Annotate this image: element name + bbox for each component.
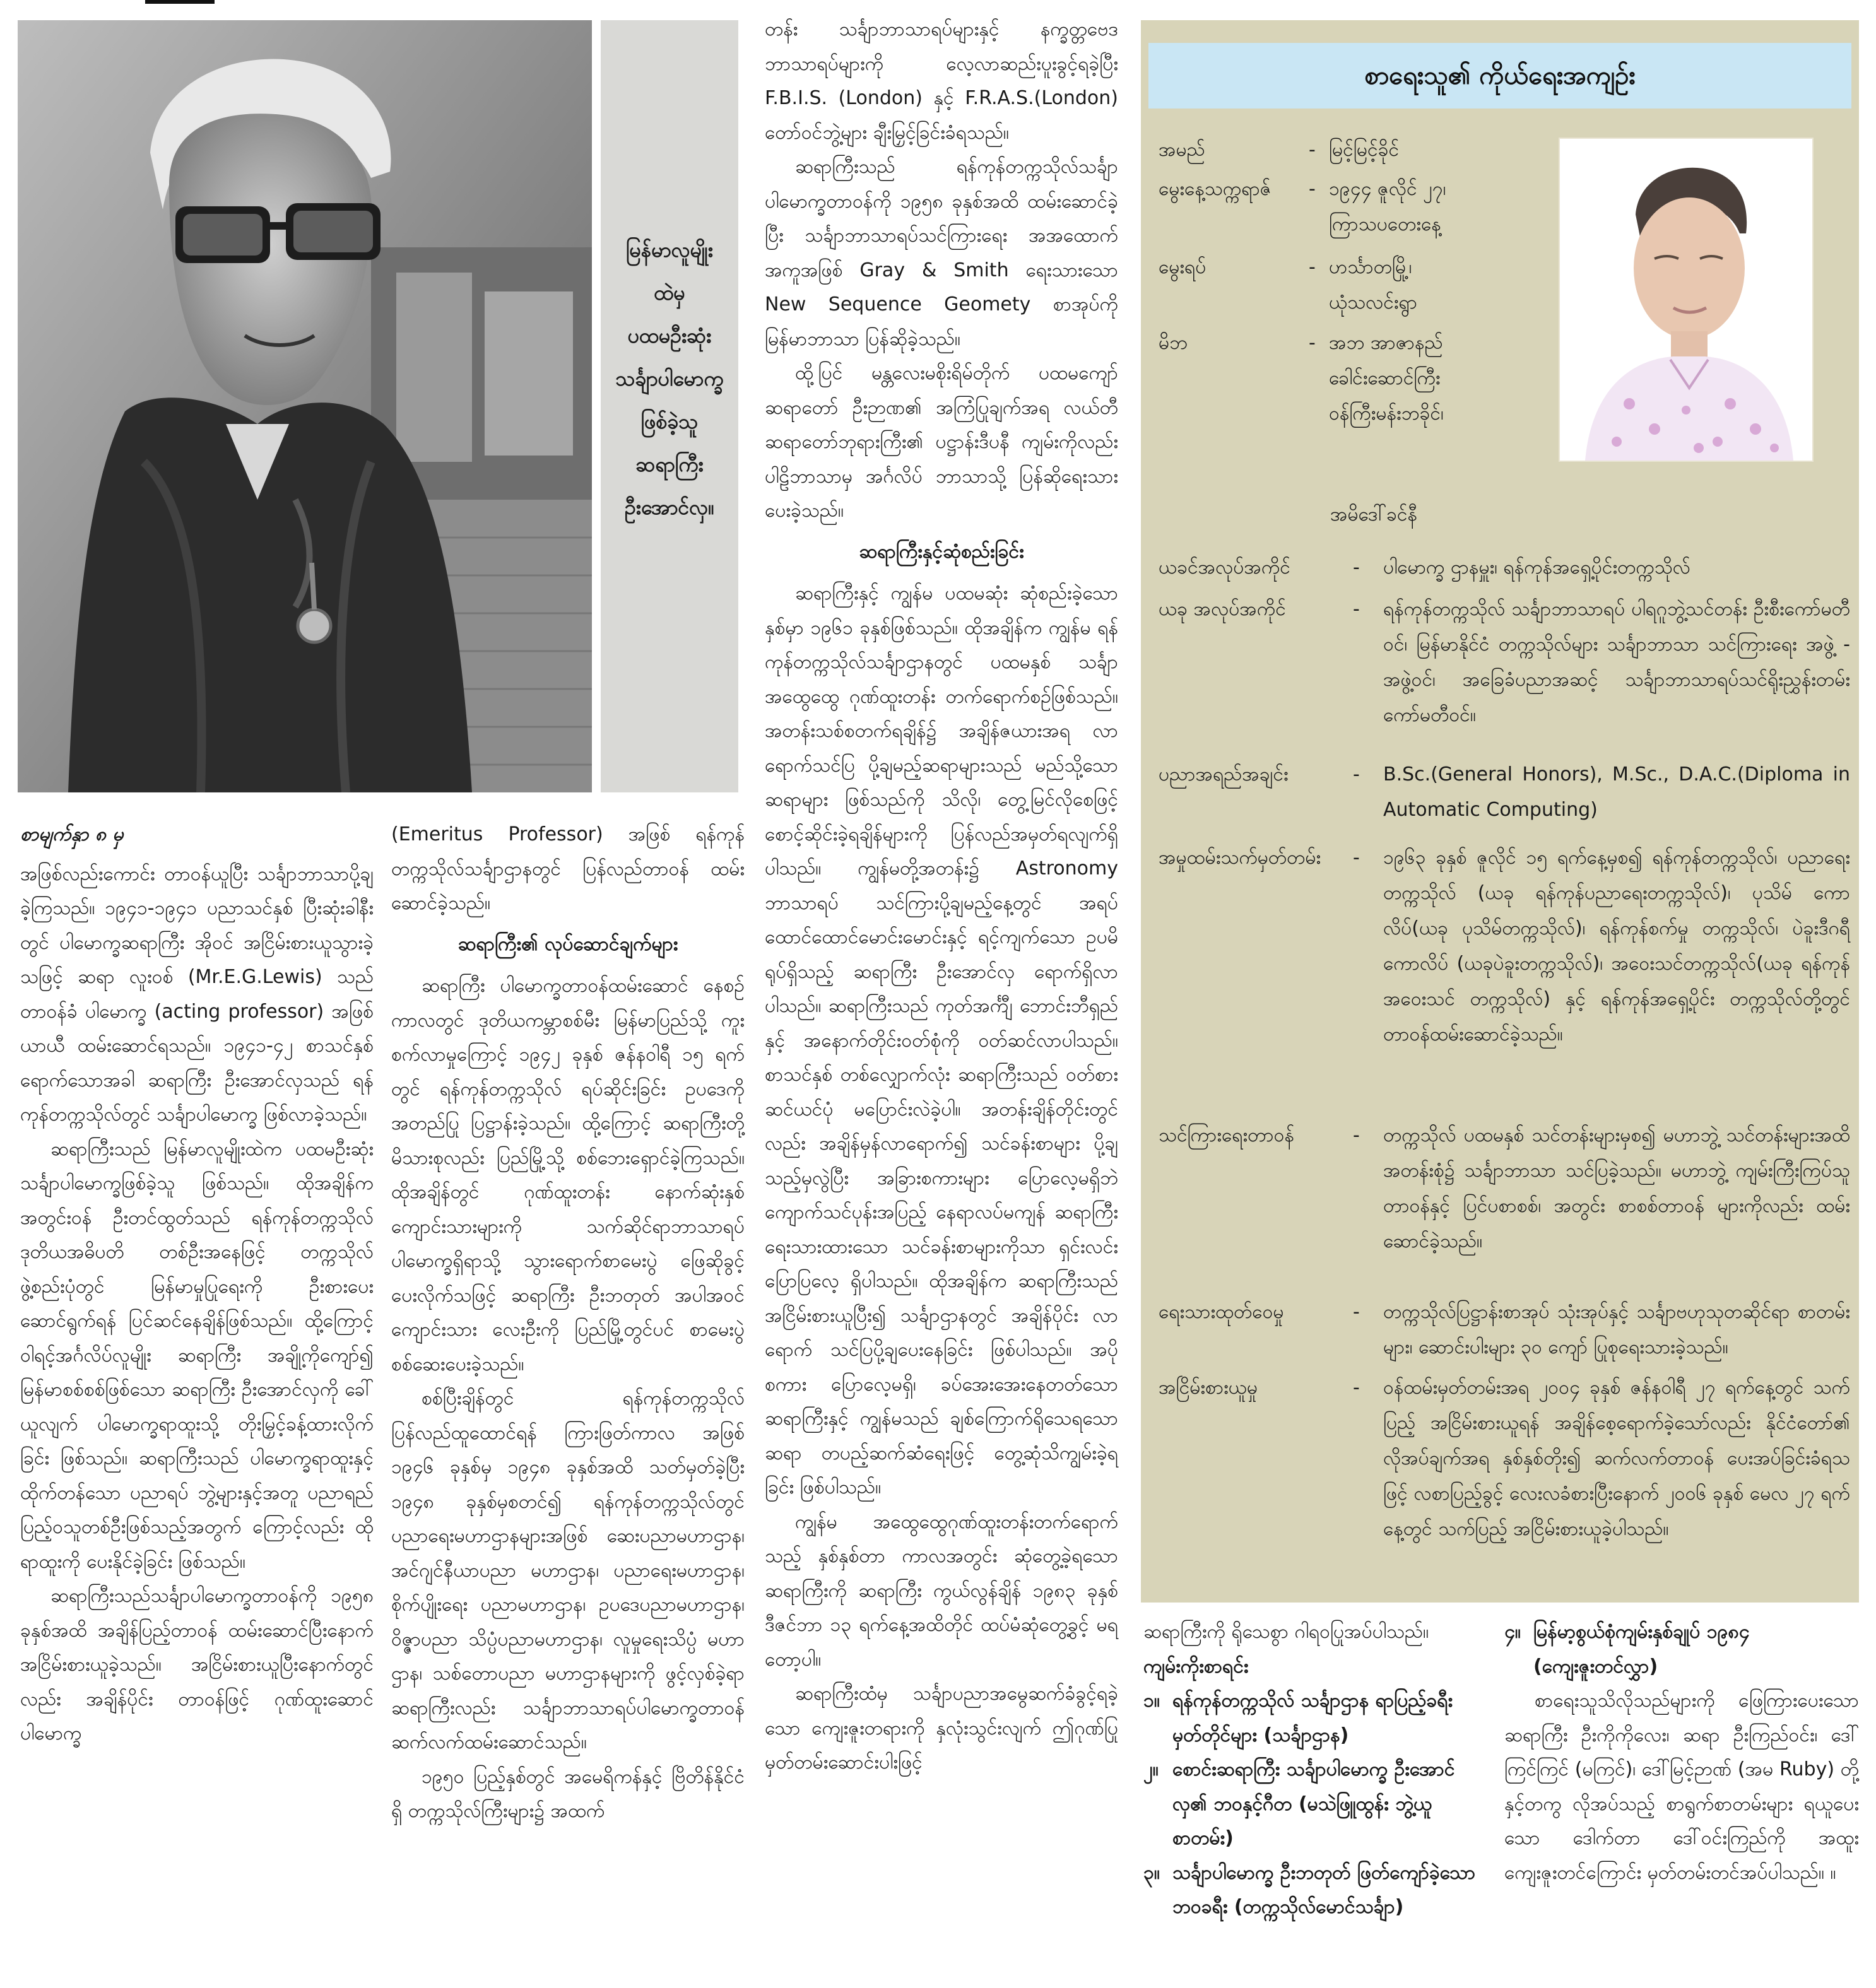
section-heading: ဆရာကြီးနှင့်ဆုံစည်းခြင်း — [859, 540, 1024, 563]
reference-text: မြန်မာ့စွယ်စုံကျမ်းနှစ်ချုပ် ၁၉၈၄ — [1533, 1621, 1750, 1643]
article-paragraph: ဆရာကြီးသည် မြန်မာလူမျိုးထဲက ပထမဦးဆုံး သင်္ချာပါမောက္ခဖြစ်ခဲ့သူ ဖြစ်သည်။ ထိုအချိန်က အတွင်းဝန် ဦးတင်ထွတ်သည် ရန်ကုန်တက္ကသိုလ် ဒုတိယအဓိပတိ တစ်ဦးအနေဖြင့် တက္ကသိုလ် ဖွဲ့စည်းပုံတွင် မြန်မာမှုပြုရေးကို ဦးစားပေး ဆောင်ရွက်ရန် ပြင်ဆင်နေချိန်ဖြစ်သည်။ ထို့ကြောင့် ဝါရင့်အင်္ဂလိပ်လူမျိုး ဆရာကြီး အချို့ကိုကျော်၍ မြန်မာစစ်စစ်ဖြစ်သော ဆရာကြီး ဦးအောင်လှကို ခေါ်ယူလျက် ပါမောက္ခရာထူးသို့ တိုးမြှင့်ခန့်ထားလိုက်ခြင်း ဖြစ်သည်။ ဆရာကြီးသည် ပါမောက္ခရာထူးနှင့် ထိုက်တန်သော ပညာရပ် ဘွဲ့များနှင့်အတူ ပညာရည်ပြည့်ဝသူတစ်ဦးဖြစ်သည့်အတွက် ကြောင့်လည်း ထိုရာထူးကို ပေးနိုင်ခဲ့ခြင်း ဖြစ်သည်။ — [20, 1138, 374, 1573]
bio-label: ယခင်အလုပ်အကိုင် — [1159, 556, 1290, 579]
references-column — [1143, 1615, 1484, 1925]
bio-birthplace-row — [1159, 250, 1537, 321]
portrait-caption-box — [601, 20, 738, 792]
reference-item — [1143, 1684, 1484, 1753]
article-paragraph: ကျွန်မ အထွေထွေဂုဏ်ထူးတန်းတက်ရောက်သည့် နှစ်နှစ်တာ ကာလအတွင်း ဆုံတွေ့ခဲ့ရသော ဆရာကြီးကို ဆရာကြီး ကွယ်လွန်ချိန် ၁၉၈၃ ခုနှစ် ဒီဇင်ဘာ ၁၃ ရက်နေ့အထိတိုင် ထပ်မံဆုံတွေ့ခွင့် မရတော့ပါ။ — [765, 1510, 1118, 1671]
bio-value: ဟင်္သာတမြို့၊ — [1329, 256, 1412, 278]
reference-number: ၃။ — [1143, 1861, 1160, 1884]
bio-label: မွေးနေ့သက္ကရာဇ် — [1159, 178, 1271, 200]
author-photo-drawing — [1560, 139, 1812, 461]
reference-number: ၁။ — [1143, 1690, 1160, 1712]
bio-label: အငြိမ်းစားယူမှု — [1159, 1377, 1258, 1399]
bio-dash: - — [1353, 556, 1360, 579]
bio-label: ယခု အလုပ်အကိုင် — [1159, 598, 1286, 620]
bio-value: ယုံသလင်းရွာ — [1329, 291, 1418, 314]
bio-section-retirement — [1159, 1370, 1853, 1591]
portrait-photo-drawing — [18, 20, 592, 792]
author-bio-box — [1141, 20, 1859, 1603]
bio-section-current-job — [1159, 592, 1853, 756]
acknowledgements-text: စာရေးသူသိလိုသည်များကို ဖြေကြားပေးသော ဆရာကြီး ဦးကိုကိုလေး၊ ဆရာ ဦးကြည်ဝင်း၊ ဒေါ်ကြင်ကြင် (မကြင်)၊ ဒေါ်မြင့်ဉာဏ် (အမ Ruby) တို့နှင့်တကွ လိုအပ်သည့် စာရွက်စာတမ်းများ ရယူပေးသော ဒေါက်တာ ဒေါ်ဝင်းကြည်ကို အထူး ကျေးဇူးတင်ကြောင်း မှတ်တမ်းတင်အပ်ပါသည်။ ။ — [1504, 1690, 1859, 1884]
bio-label: ပညာအရည်အချင်း — [1159, 763, 1289, 785]
bio-parents-row — [1159, 326, 1537, 432]
bio-value: ရန်ကုန်တက္ကသိုလ် သင်္ချာဘာသာရပ် ပါရဂူဘွဲ့သင်တန်း ဦးစီးကော်မတီဝင်၊ မြန်မာနိုင်ငံ တက္ကသိုလ်များ သင်္ချာဘာသာ သင်ကြားရေး အဖွဲ့ - အဖွဲ့ဝင်၊ အခြေခံပညာအဆင့် သင်္ချာဘာသာရပ်သင်ရိုးညွှန်းတမ်း ကော်မတီဝင်။ — [1383, 598, 1850, 726]
bio-dash: - — [1353, 847, 1360, 869]
bio-value: ခေါင်းဆောင်ကြီး — [1329, 367, 1441, 389]
bio-label: အမည် — [1159, 139, 1205, 161]
bio-label: သင်ကြားရေးတာဝန် — [1159, 1124, 1295, 1146]
bio-value: B.Sc.(General Honors), M.Sc., D.A.C.(Diploma in Automatic Computing) — [1383, 763, 1850, 821]
reference-number: ၄။ — [1504, 1621, 1521, 1643]
reference-item — [1143, 1856, 1484, 1925]
portrait-caption — [601, 228, 738, 529]
reference-text: ရန်ကုန်တက္ကသိုလ် သင်္ချာဌာန ရာပြည့်ခရီး မှတ်တိုင်များ (သင်္ချာဌာန) — [1172, 1690, 1453, 1746]
bio-mother: အမိဒေါ်ခင်နီ — [1330, 503, 1418, 526]
bio-value: ၁၉၆၃ ခုနှစ် ဇူလိုင် ၁၅ ရက်နေ့မှစ၍ ရန်ကုန်တက္ကသိုလ်၊ ပညာရေးတက္ကသိုလ် (ယခု ရန်ကုန်ပညာရေးတက္ကသိုလ်)၊ ပုသိမ် ကောလိပ်(ယခု ပုသိမ်တက္ကသိုလ်)၊ ရန်ကုန်စက်မှု တက္ကသိုလ်၊ ပဲခူးဒီဂရီကောလိပ် (ယခုပဲခူးတက္ကသိုလ်)၊ အဝေးသင်တက္ကသိုလ်(ယခု ရန်ကုန်အဝေးသင် တက္ကသိုလ်) နှင့် ရန်ကုန်အရှေ့ပိုင်း တက္ကသိုလ်တို့တွင် တာဝန်ထမ်းဆောင်ခဲ့သည်။ — [1383, 847, 1850, 1045]
references-heading: ကျမ်းကိုးစာရင်း — [1143, 1655, 1249, 1678]
article-paragraph: ဆရာကြီးကို ရိုသေစွာ ဂါရဝပြုအပ်ပါသည်။ — [1143, 1621, 1429, 1643]
bio-value: ပါမောက္ခ ဌာနမှူး၊ ရန်ကုန်အရှေ့ပိုင်းတက္ကသိုလ် — [1383, 556, 1690, 579]
article-paragraph: ဆရာကြီးသည်သင်္ချာပါမောက္ခတာဝန်ကို ၁၉၅၈ ခုနှစ်အထိ အချိန်ပြည့်တာဝန် ထမ်းဆောင်ပြီးနောက် အငြိမ်းစားယူခဲ့သည်။ အငြိမ်းစားယူပြီးနောက်တွင်လည်း အချိန်ပိုင်း တာဝန်ဖြင့် ဂုဏ်ထူးဆောင် ပါမောက္ခ — [20, 1585, 374, 1744]
reference-number: ၂။ — [1143, 1758, 1159, 1780]
author-bio-title: စာရေးသူ၏ ကိုယ်ရေးအကျဉ်း — [1148, 43, 1851, 109]
continued-from-label: စာမျက်နှာ ၈ မှ — [20, 823, 124, 845]
article-paragraph: အဖြစ်လည်းကောင်း တာဝန်ယူပြီး သင်္ချာဘာသာပို့ချခဲ့ကြသည်။ ၁၉၄၁-၁၉၄၁ ပညာသင်နှစ် ပြီးဆုံးခါနီးတွင် ပါမောက္ခဆရာကြီး အိုဝင် အငြိမ်းစားယူသွားခဲ့သဖြင့် ဆရာ လူးဝစ် (Mr.E.G.Lewis) သည် တာဝန်ခံ ပါမောက္ခ (acting professor) အဖြစ် ယာယီ ထမ်းဆောင်ရသည်။ ၁၉၄၁-၄၂ စာသင်နှစ် ရောက်သောအခါ ဆရာကြီး ဦးအောင်လှသည် ရန်ကုန်တက္ကသိုလ်တွင် သင်္ချာပါမောက္ခ ဖြစ်လာခဲ့သည်။ — [20, 862, 374, 1126]
article-paragraph: (Emeritus Professor) အဖြစ် ရန်ကုန်တက္ကသိုလ်သင်္ချာဌာနတွင် ပြန်လည်တာဝန် ထမ်းဆောင်ခဲ့သည်။ — [391, 823, 745, 914]
bio-value: အဘ အာဇာနည် — [1329, 332, 1443, 354]
article-paragraph: ဆရာကြီးထံမှ သင်္ချာပညာအမွေဆက်ခံခွင့်ရခဲ့သော ကျေးဇူးတရားကို နှလုံးသွင်းလျက် ဤဂုဏ်ပြုမှတ်တမ်းဆောင်းပါးဖြင့် — [765, 1683, 1118, 1773]
caption-line: သင်္ချာပါမောက္ခ — [615, 367, 724, 391]
bio-dash: - — [1353, 1124, 1360, 1146]
caption-line: ဆရာကြီး — [635, 452, 704, 476]
bio-name-row — [1159, 132, 1537, 168]
bio-section-service-record — [1159, 840, 1853, 1118]
bio-label: မွေးရပ် — [1159, 256, 1206, 278]
bio-label: အမှုထမ်းသက်မှတ်တမ်း — [1159, 847, 1321, 869]
caption-line: မြန်မာလူမျိုး — [626, 238, 713, 262]
article-column-3 — [765, 13, 1118, 1780]
bio-dash: - — [1353, 1377, 1360, 1399]
bio-value: ၁၉၄၄ ဇူလိုင် ၂၇၊ — [1329, 178, 1446, 200]
bio-value: မြင့်မြင့်ခိုင် — [1329, 139, 1400, 161]
bio-dash: - — [1309, 332, 1316, 354]
bio-value: ကြာသပတေးနေ့ — [1329, 213, 1441, 235]
reference-item — [1504, 1615, 1859, 1650]
caption-line: ဦးအောင်လှ။ — [625, 495, 714, 519]
bio-dash: - — [1353, 1301, 1360, 1323]
caption-line: ဖြစ်ခဲ့သူ — [640, 409, 699, 433]
portrait-photo-u-aung-hla — [18, 20, 592, 792]
caption-line: ပထမဦးဆုံး — [627, 324, 712, 348]
bio-dash: - — [1353, 763, 1360, 785]
acknowledgements-heading: (ကျေးဇူးတင်လွှာ) — [1533, 1655, 1658, 1678]
bio-dash: - — [1309, 256, 1316, 278]
bio-dash: - — [1309, 178, 1316, 200]
acknowledgements-column — [1504, 1615, 1859, 1890]
bio-value: တက္ကသိုလ်ပြဋ္ဌာန်းစာအုပ် သုံးအုပ်နှင့် သင်္ချာဗဟုသုတဆိုင်ရာ စာတမ်းများ၊ ဆောင်းပါးများ ၃၀ ကျော် ပြုစုရေးသားခဲ့သည်။ — [1383, 1301, 1850, 1358]
article-column-1 — [20, 818, 374, 1751]
reference-text: သင်္ချာပါမောက္ခ ဦးဘတုတ် ဖြတ်ကျော်ခဲ့သောဘဝခရီး (တက္ကသိုလ်မောင်သင်္ချာ) — [1172, 1861, 1476, 1918]
article-paragraph: ဆရာကြီးသည် ရန်ကုန်တက္ကသိုလ်သင်္ချာ ပါမောက္ခတာဝန်ကို ၁၉၅၈ ခုနှစ်အထိ ထမ်းဆောင်ခဲ့ပြီး သင်္ချာဘာသာရပ်သင်ကြားရေး အအထောက်အကူအဖြစ် Gray & Smith ရေးသားသော New Sequence Geomety စာအုပ်ကို မြန်မာဘာသာ ပြန်ဆိုခဲ့သည်။ — [765, 156, 1118, 350]
bio-label: မိဘ — [1159, 332, 1188, 354]
article-paragraph: ၁၉၅၀ ပြည့်နှစ်တွင် အမေရိကန်နှင့် ဗြိတိန်နိုင်ငံရှိ တက္ကသိုလ်ကြီးများ၌ အထက် — [391, 1765, 745, 1822]
bio-value: ဝန်ထမ်းမှတ်တမ်းအရ ၂၀၀၄ ခုနှစ် ဇန်နဝါရီ ၂၇ ရက်နေ့တွင် သက်ပြည့် အငြိမ်းစားယူရန် အချိန်စေ့ရောက်ခဲ့သော်လည်း နိုင်ငံတော်၏ လိုအပ်ချက်အရ နှစ်နှစ်တိုး၍ ဆက်လက်တာဝန် ပေးအပ်ခြင်းခံရသဖြင့် လစာပြည့်ခွင့် လေးလခံစားပြီးနောက် ၂၀၀၆ ခုနှစ် မေလ ၂၇ ရက်နေ့တွင် သက်ပြည့် အငြိမ်းစားယူခဲ့ပါသည်။ — [1383, 1377, 1850, 1540]
reference-item — [1143, 1753, 1484, 1856]
bio-label: ရေးသားထုတ်ဝေမှု — [1159, 1301, 1284, 1323]
bio-section-publications — [1159, 1295, 1853, 1370]
bio-dash: - — [1309, 139, 1316, 161]
article-paragraph: စစ်ပြီးချိန်တွင် ရန်ကုန်တက္ကသိုလ် ပြန်လည်ထူထောင်ရန် ကြားဖြတ်ကာလ အဖြစ် ၁၉၄၆ ခုနှစ်မှ ၁၉၄၈ ခုနှစ်အထိ သတ်မှတ်ခဲ့ပြီး ၁၉၄၈ ခုနှစ်မှစတင်၍ ရန်ကုန်တက္ကသိုလ်တွင် ပညာရေးမဟာဌာနများအဖြစ် ဆေးပညာမဟာဌာန၊ အင်ဂျင်နီယာပညာ မဟာဌာန၊ ပညာရေးမဟာဌာန၊ စိုက်ပျိုးရေး ပညာမဟာဌာန၊ ဥပဒေပညာမဟာဌာန၊ ဝိဇ္ဇာပညာ သိပ္ပံပညာမဟာဌာန၊ လူမှုရေးသိပ္ပံ မဟာဌာန၊ သစ်တောပညာ မဟာဌာနများကို ဖွင့်လှစ်ခဲ့ရာ ဆရာကြီးလည်း သင်္ချာဘာသာရပ်ပါမောက္ခတာဝန် ဆက်လက်ထမ်းဆောင်သည်။ — [391, 1387, 745, 1753]
caption-line: ထဲမှ — [654, 281, 685, 305]
bio-value: ဝန်ကြီးမန်းဘခိုင်၊ — [1329, 403, 1444, 425]
bio-dob-row — [1159, 172, 1537, 242]
bio-section-education — [1159, 757, 1853, 833]
bio-dash: - — [1353, 598, 1360, 620]
article-paragraph: တန်း သင်္ချာဘာသာရပ်များနှင့် နက္ခတ္တဗေဒဘာသာရပ်များကို လေ့လာဆည်းပူးခွင့်ရခဲ့ပြီး F.B.I.S. (London) နှင့် F.R.A.S.(London) တော်ဝင်ဘွဲ့များ ချီးမြှင့်ခြင်းခံရသည်။ — [765, 18, 1118, 144]
reference-text: စောင်းဆရာကြီး သင်္ချာပါမောက္ခ ဦးအောင်လှ၏ ဘဝနှင့်ဂီတ (မသဲဖြူထွန်း ဘွဲ့ယူစာတမ်း) — [1172, 1758, 1455, 1849]
section-heading: ဆရာကြီး၏ လုပ်ဆောင်ချက်များ — [457, 932, 678, 955]
article-column-2 — [391, 818, 745, 1829]
author-photo — [1559, 138, 1814, 462]
article-paragraph: ဆရာကြီးနှင့် ကျွန်မ ပထမဆုံး ဆုံစည်းခဲ့သောနှစ်မှာ ၁၉၆၁ ခုနှစ်ဖြစ်သည်။ ထိုအချိန်က ကျွန်မ ရန်ကုန်တက္ကသိုလ်သင်္ချာဌာနတွင် ပထမနှစ် သင်္ချာအထွေထွေ ဂုဏ်ထူးတန်း တက်ရောက်စဉ်ဖြစ်သည်။ အတန်းသစ်စတက်ရချိန်၌ အချိန်ဇယားအရ လာရောက်သင်ပြ ပို့ချမည့်ဆရာများသည် မည်သို့သော ဆရာများ ဖြစ်သည်ကို သိလို၊ တွေ့မြင်လိုစေဖြင့် စောင့်ဆိုင်းခဲ့ရချိန်များကို ပြန်လည်အမှတ်ရလျက်ရှိပါသည်။ ကျွန်မတို့အတန်း၌ Astronomy ဘာသာရပ် သင်ကြားပို့ချမည့်နေ့တွင် အရပ်ထောင်ထောင်မောင်းမောင်းနှင့် ရင့်ကျက်သော ဥပမိရုပ်ရှိသည့် ဆရာကြီး ဦးအောင်လှ ရောက်ရှိလာပါသည်။ ဆရာကြီးသည် ကုတ်အင်္ကျီ ဘောင်းဘီရှည်နှင့် အနောက်တိုင်းဝတ်စုံကို ဝတ်ဆင်လာပါသည်။ စာသင်နှစ် တစ်လျှောက်လုံး ဆရာကြီးသည် ဝတ်စားဆင်ယင်ပုံ မပြောင်းလဲခဲ့ပါ။ အတန်းချိန်တိုင်းတွင်လည်း အချိန်မှန်လာရောက်၍ သင်ခန်းစာများ ပို့ချသည့်မှလွဲပြီး အခြားစကားများ ပြောလေ့မရှိဘဲ ကျောက်သင်ပုန်းအပြည့် နေရာလပ်မကျန် ဆရာကြီးရေးသားထားသော သင်ခန်းစာများကိုသာ ရှင်းလင်းပြောပြလေ့ ရှိပါသည်။ ထိုအချိန်က ဆရာကြီးသည် အငြိမ်းစားယူပြီး၍ သင်္ချာဌာနတွင် အချိန်ပိုင်း လာရောက် သင်ပြပို့ချပေးနေခြင်း ဖြစ်ပါသည်။ အပိုစကား ပြောလေ့မရှိ၊ ခပ်အေးအေးနေတတ်သော ဆရာကြီးနှင့် ကျွန်မသည် ချစ်ကြောက်ရိုသေရသော ဆရာ တပည့်ဆက်ဆံရေးဖြင့် တွေ့ဆုံသိကျွမ်းခဲ့ရခြင်း ဖြစ်ပါသည်။ — [765, 582, 1118, 1498]
top-rule — [145, 0, 215, 4]
bio-section-teaching — [1159, 1118, 1853, 1295]
article-paragraph: ထို့ပြင် မန္တလေးမစိုးရိမ်တိုက် ပထမကျော် ဆရာတော် ဦးဉာဏ၏ အကြံပြုချက်အရ လယ်တီဆရာတော်ဘုရားကြီး၏ ပဋ္ဌာန်းဒီပနီ ကျမ်းကိုလည်း ပါဠိဘာသာမှ အင်္ဂလိပ် ဘာသာသို့ ပြန်ဆိုရေးသားပေးခဲ့သည်။ — [765, 362, 1118, 522]
bio-value: တက္ကသိုလ် ပထမနှစ် သင်တန်းများမှစ၍ မဟာဘွဲ့ သင်တန်းများအထိ အတန်းစုံ၌ သင်္ချာဘာသာ သင်ပြခဲ့သည်။ မဟာဘွဲ့ ကျမ်းကြီးကြပ်သူတာဝန်နှင့် ပြင်ပစာစစ်၊ အတွင်း စာစစ်တာဝန် များကိုလည်း ထမ်းဆောင်ခဲ့သည်။ — [1383, 1124, 1850, 1252]
bio-section-previous-job — [1159, 550, 1853, 588]
article-paragraph: ဆရာကြီး ပါမောက္ခတာဝန်ထမ်းဆောင် နေစဉ်ကာလတွင် ဒုတိယကမ္ဘာစစ်မီး မြန်မာပြည်သို့ ကူးစက်လာမှုကြောင့် ၁၉၄၂ ခုနှစ် ဇန်နဝါရီ ၁၅ ရက်တွင် ရန်ကုန်တက္ကသိုလ် ရပ်ဆိုင်းခြင်း ဥပဒေကို အတည်ပြု ပြဋ္ဌာန်းခဲ့သည်။ ထို့ကြောင့် ဆရာကြီးတို့မိသားစုလည်း ပြည်မြို့သို့ စစ်ဘေးရှောင်ခဲ့ကြသည်။ ထိုအချိန်တွင် ဂုဏ်ထူးတန်း နောက်ဆုံးနှစ် ကျောင်းသားများကို သက်ဆိုင်ရာဘာသာရပ် ပါမောက္ခရှိရာသို့ သွားရောက်စာမေးပွဲ ဖြေဆိုခွင့်ပေးလိုက်သဖြင့် ဆရာကြီး ဦးဘတုတ် အပါအဝင် ကျောင်းသား လေးဦးကို ပြည်မြို့တွင်ပင် စာမေးပွဲစစ်ဆေးပေးခဲ့သည်။ — [391, 975, 745, 1375]
